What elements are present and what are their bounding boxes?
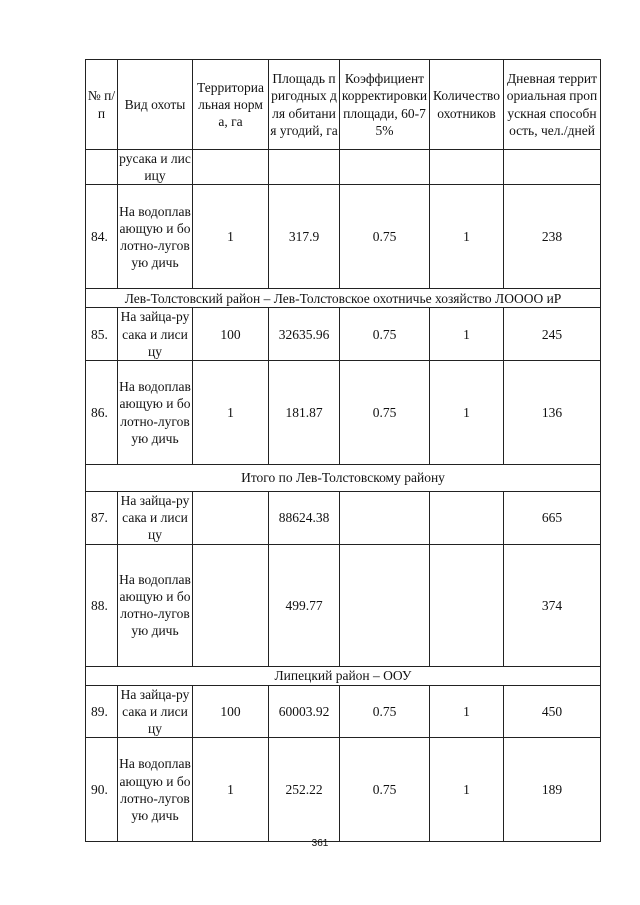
- area-coefficient-cell: 0.75: [340, 361, 430, 465]
- territorial-norm-cell: 1: [193, 361, 269, 465]
- daily-capacity-cell: 450: [504, 685, 601, 738]
- habitat-area-cell: 181.87: [269, 361, 340, 465]
- header-area-coefficient: Коэффициент корректировки площади, 60-75%: [340, 60, 430, 150]
- row-number-cell: 90.: [86, 738, 118, 842]
- area-coefficient-cell: 0.75: [340, 685, 430, 738]
- header-number: № п/п: [86, 60, 118, 150]
- habitat-area-cell: 499.77: [269, 544, 340, 666]
- territorial-norm-cell: 1: [193, 185, 269, 289]
- hunters-count-cell: [430, 544, 504, 666]
- hunt-type-cell: На водоплавающую и болотно-луговую дичь: [118, 361, 193, 465]
- section-title: Липецкий район – ООУ: [86, 666, 601, 685]
- row-number-cell: 86.: [86, 361, 118, 465]
- hunting-capacity-table: [85, 59, 601, 842]
- row-number-cell: 87.: [86, 492, 118, 545]
- territorial-norm-cell: [193, 544, 269, 666]
- table-row: [86, 185, 601, 289]
- habitat-area-cell: 252.22: [269, 738, 340, 842]
- daily-capacity-cell: [504, 150, 601, 185]
- table-header-row: [86, 60, 601, 150]
- row-number-cell: 85.: [86, 308, 118, 361]
- territorial-norm-cell: 100: [193, 685, 269, 738]
- table-row: [86, 361, 601, 465]
- table-row: [86, 544, 601, 666]
- daily-capacity-cell: 136: [504, 361, 601, 465]
- area-coefficient-cell: 0.75: [340, 308, 430, 361]
- daily-capacity-cell: 374: [504, 544, 601, 666]
- habitat-area-cell: 32635.96: [269, 308, 340, 361]
- hunt-type-cell: На водоплавающую и болотно-луговую дичь: [118, 544, 193, 666]
- hunters-count-cell: 1: [430, 361, 504, 465]
- section-header-row: [86, 666, 601, 685]
- header-hunt-type: Вид охоты: [118, 60, 193, 150]
- row-number-cell: 84.: [86, 185, 118, 289]
- section-header-row: [86, 289, 601, 308]
- area-coefficient-cell: [340, 544, 430, 666]
- table-row: [86, 685, 601, 738]
- hunt-type-cell: На зайца-русака и лисицу: [118, 308, 193, 361]
- hunt-type-cell: На зайца-русака и лисицу: [118, 685, 193, 738]
- daily-capacity-cell: 665: [504, 492, 601, 545]
- area-coefficient-cell: 0.75: [340, 185, 430, 289]
- hunters-count-cell: 1: [430, 185, 504, 289]
- habitat-area-cell: 60003.92: [269, 685, 340, 738]
- section-title: Лев-Толстовский район – Лев-Толстовское охотничье хозяйство ЛОООО иР: [86, 289, 601, 308]
- area-coefficient-cell: 0.75: [340, 738, 430, 842]
- header-daily-capacity: Дневная территориальная пропускная способность, чел./дней: [504, 60, 601, 150]
- hunters-count-cell: 1: [430, 738, 504, 842]
- habitat-area-cell: [269, 150, 340, 185]
- habitat-area-cell: 88624.38: [269, 492, 340, 545]
- territorial-norm-cell: 100: [193, 308, 269, 361]
- hunters-count-cell: [430, 492, 504, 545]
- area-coefficient-cell: [340, 492, 430, 545]
- header-territorial-norm: Территориальная норма, га: [193, 60, 269, 150]
- territorial-norm-cell: [193, 492, 269, 545]
- section-title: Итого по Лев-Толстовскому району: [86, 465, 601, 492]
- table-row: [86, 738, 601, 842]
- hunters-count-cell: 1: [430, 308, 504, 361]
- table-row: [86, 150, 601, 185]
- hunt-type-cell: русака и лисицу: [119, 151, 191, 184]
- page-number: 361: [311, 838, 329, 849]
- header-habitat-area: Площадь пригодных для обитания угодий, га: [269, 60, 340, 150]
- habitat-area-cell: 317.9: [269, 185, 340, 289]
- hunt-type-cell: На зайца-русака и лисицу: [118, 492, 193, 545]
- daily-capacity-cell: 189: [504, 738, 601, 842]
- hunters-count-cell: [430, 150, 504, 185]
- area-coefficient-cell: [340, 150, 430, 185]
- daily-capacity-cell: 245: [504, 308, 601, 361]
- row-number-cell: 89.: [86, 685, 118, 738]
- hunt-type-cell: На водоплавающую и болотно-луговую дичь: [118, 185, 193, 289]
- territorial-norm-cell: [193, 150, 269, 185]
- section-header-row: [86, 465, 601, 492]
- hunters-count-cell: 1: [430, 685, 504, 738]
- daily-capacity-cell: 238: [504, 185, 601, 289]
- territorial-norm-cell: 1: [193, 738, 269, 842]
- table-row: [86, 308, 601, 361]
- row-number-cell: [86, 150, 118, 185]
- table-row: [86, 492, 601, 545]
- row-number-cell: 88.: [86, 544, 118, 666]
- header-hunters-count: Количество охотников: [430, 60, 504, 150]
- hunt-type-cell: На водоплавающую и болотно-луговую дичь: [118, 738, 193, 842]
